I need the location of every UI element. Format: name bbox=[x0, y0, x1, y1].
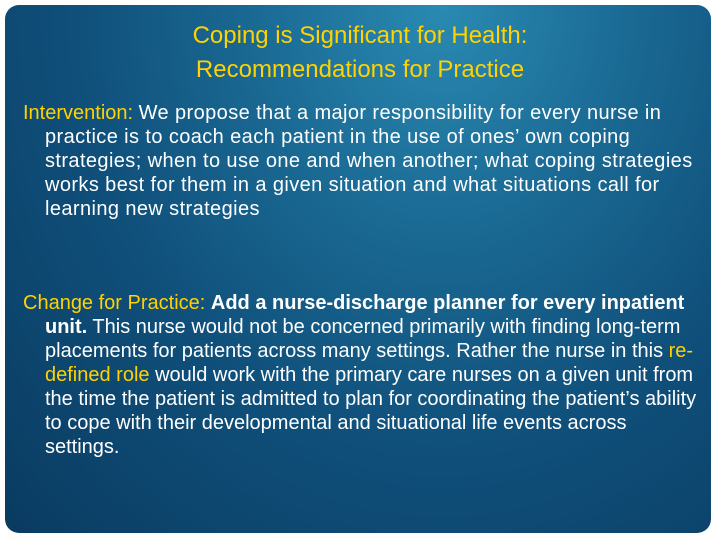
intervention-paragraph bbox=[23, 101, 703, 221]
change-paragraph bbox=[23, 291, 703, 459]
title-line-1: Coping is Significant for Health: bbox=[192, 22, 528, 49]
intervention-text: We propose that a major responsibility for every nurse in practice is to coach each patient in the use of ones’ own coping strategies; when to use one and when another; what coping strategies works best for them in a given situation and what situations call for learning new strategies bbox=[45, 102, 693, 220]
title-line-2: Recommendations for Practice bbox=[195, 56, 525, 83]
change-highlight: re-defined role bbox=[45, 340, 694, 386]
change-label: Change for Practice: bbox=[23, 292, 206, 314]
change-bold-text: Add a nurse-discharge planner for every inpatient unit. bbox=[45, 292, 685, 338]
intervention-label: Intervention: bbox=[23, 102, 134, 124]
change-text-after: would work with the primary care nurses on a given unit from the time the patient is admitted to plan for coordinating the patient’s ability to cope with their developmental and situational life events across settings. bbox=[45, 364, 697, 458]
slide-title bbox=[5, 19, 711, 87]
slide bbox=[5, 5, 711, 533]
change-text-before: This nurse would not be concerned primarily with finding long-term placements for patients across many settings. Rather the nurse in this bbox=[45, 316, 681, 362]
